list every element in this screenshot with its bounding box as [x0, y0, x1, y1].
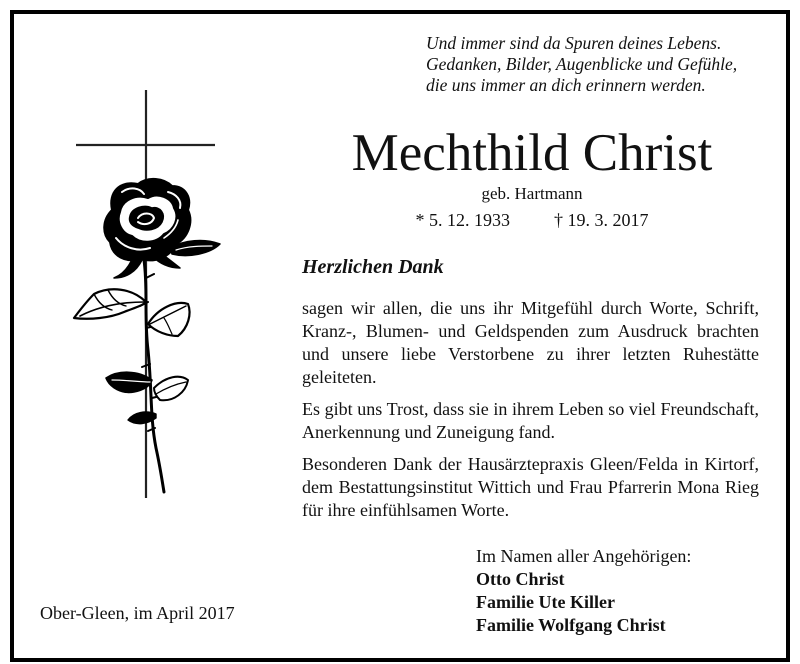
motto-line: die uns immer an dich erinnern werden. — [426, 75, 706, 95]
thanks-paragraph: sagen wir allen, die uns ihr Mitgefühl durch Worte, Schrift, Kranz-, Blumen- und Geldspenden zum Ausdruck brachten und unsere liebe Verstorbene zu ihrer letzten Ruhestätte geleiteten. — [302, 298, 759, 387]
place-date: Ober-Gleen, im April 2017 — [40, 603, 235, 623]
maiden-name: geb. Hartmann — [481, 184, 583, 203]
birth-date: * 5. 12. 1933 — [415, 210, 510, 230]
deceased-name: Mechthild Christ — [351, 124, 713, 182]
motto-line: Und immer sind da Spuren deines Lebens. — [426, 33, 722, 53]
motto-verse — [426, 33, 776, 96]
signoff-intro: Im Namen aller Angehörigen: — [476, 546, 692, 566]
signoff-name: Familie Ute Killer — [476, 592, 615, 612]
motto-line: Gedanken, Bilder, Augenblicke und Gefühle, — [426, 54, 738, 74]
cross-rose-illustration — [60, 88, 230, 503]
thanks-heading: Herzlichen Dank — [302, 256, 444, 278]
comfort-paragraph: Es gibt uns Trost, dass sie in ihrem Leben so viel Freundschaft, Anerkennung und Zuneigung fand. — [302, 399, 759, 442]
death-date: † 19. 3. 2017 — [554, 210, 649, 230]
special-thanks-paragraph: Besonderen Dank der Hausärztepraxis Gleen/Felda in Kirtorf, dem Bestattungsinstitut Wittich und Frau Pfarrerin Mona Rieg für ihre einfühlsamen Worte. — [302, 454, 759, 520]
life-dates — [300, 208, 764, 232]
signoff-name: Familie Wolfgang Christ — [476, 615, 666, 635]
signoff — [476, 545, 691, 637]
signoff-name: Otto Christ — [476, 569, 565, 589]
